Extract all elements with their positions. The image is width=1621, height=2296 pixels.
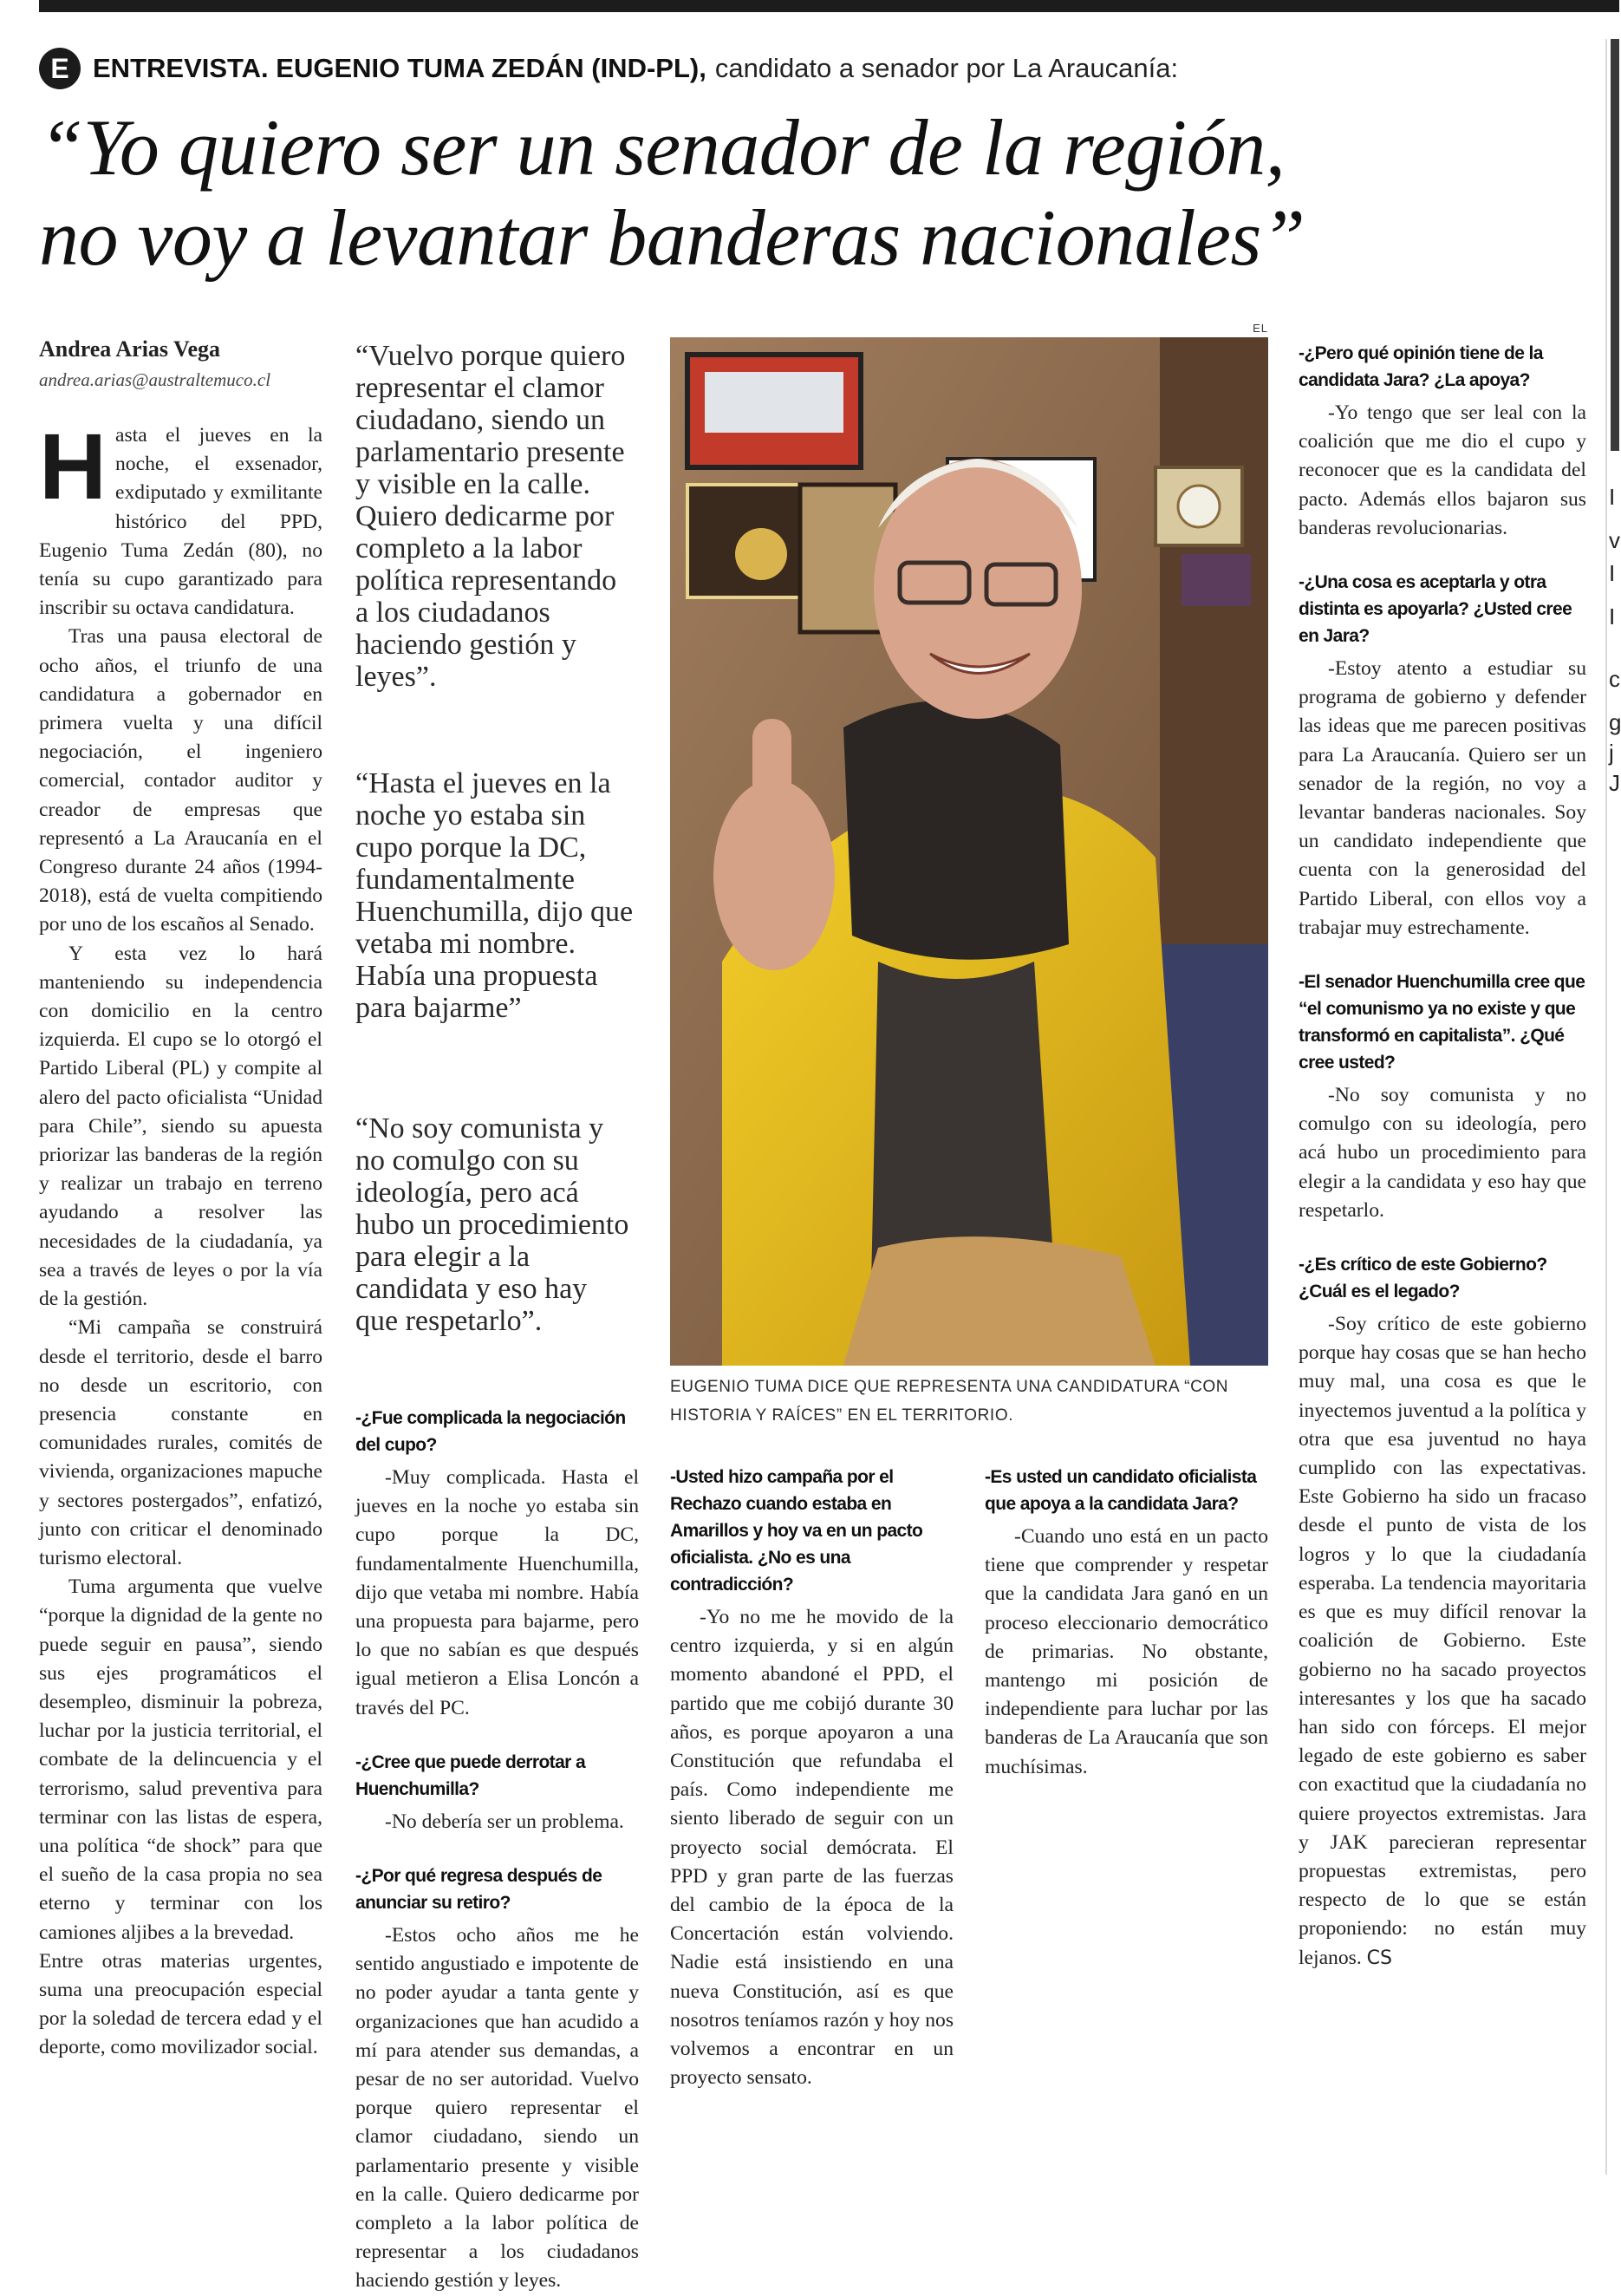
adjacent-text-fragment: v xyxy=(1609,527,1620,553)
headline-line-1: “Yo quiero ser un senador de la región, xyxy=(39,103,1286,192)
author-email: andrea.arias@australtemuco.cl xyxy=(39,369,271,390)
question: -¿Pero qué opinión tiene de la candidata Jara? ¿La apoya? xyxy=(1299,343,1543,390)
question: -El senador Huenchumilla cree que “el comunismo ya no existe y que transformó en capitalista”. ¿Qué cree usted? xyxy=(1299,972,1585,1073)
photo-credit: EL xyxy=(1253,322,1268,335)
answer: -Muy complicada. Hasta el jueves en la noche yo estaba sin cupo porque la DC, fundamentalmente Huenchumilla, dijo que vetaba mi nombre. Había una propuesta para bajarme, pero lo que no sabían es que después igual metieron a Elisa Loncón a través del PC. xyxy=(355,1466,639,1719)
lead-paragraph: Hasta el jueves en la noche, el exsenador, exdiputado y exmilitante histórico del PPD, Eugenio Tuma Zedán (80), no tenía su cupo garantizado para inscribir su octava candidatura. xyxy=(39,414,322,620)
adjacent-text-fragment: c xyxy=(1609,666,1620,692)
body-paragraph: Y esta vez lo hará manteniendo su independencia con domicilio en la centro izquierda. El cupo se lo otorgó el Partido Liberal (PL) y compite al alero del pacto oficialista “Unidad para Chile”, siendo su apuesta priorizar las banderas de la región y realizar un trabajo en terreno ayudando a resolver las necesidades de la ciudadanía, ya sea a través de leyes o por la vía de la gestión. xyxy=(39,942,322,1311)
body-columns-3-4 xyxy=(670,1464,1268,2170)
pull-quote-2: “Hasta el jueves en la noche yo estaba sin cupo porque la DC, fundamentalmente Huenchumilla, dijo que vetaba mi nombre. Había una propuesta para bajarme” xyxy=(355,767,634,1024)
headline-line-2: no voy a levantar banderas nacionales” xyxy=(39,193,1305,282)
adjacent-text-fragment: I xyxy=(1609,560,1616,586)
answer: -Cuando uno está en un pacto tiene que comprender y respetar que la candidata Jara ganó en un proceso eleccionario democrático de primarias. No obstante, mantengo mi posición de independiente para luchar por las banderas de La Araucanía que son muchísimas. xyxy=(985,1525,1268,1778)
adjacent-text-fragment: I xyxy=(1609,603,1616,629)
answer: -No soy comunista y no comulgo con su ideología, pero acá hubo un procedimiento para elegir a la candidata y eso hay que respetarlo. xyxy=(1299,1084,1586,1222)
kicker-regular: candidato a senador por La Araucanía: xyxy=(714,53,1179,83)
adjacent-text-fragment: g xyxy=(1609,709,1621,735)
end-mark: CS xyxy=(1366,1947,1392,1969)
body-column-2 xyxy=(355,1405,639,2296)
question: -¿Fue complicada la negociación del cupo? xyxy=(355,1408,626,1455)
question: -Es usted un candidato oficialista que apoya a la candidata Jara? xyxy=(985,1467,1257,1514)
adjacent-text-fragment: I xyxy=(1609,484,1616,510)
adjacent-text-fragment: J xyxy=(1609,770,1620,796)
body-paragraph: Entre otras materias urgentes, suma una preocupación especial por la soledad de tercera edad y el deporte, como movilizador social. xyxy=(39,1949,322,2059)
drop-cap: H xyxy=(39,414,107,519)
question: -¿Es crítico de este Gobierno? ¿Cuál es el legado? xyxy=(1299,1255,1547,1302)
body-paragraph: “Mi campaña se construirá desde el territorio, desde el barro no desde un escritorio, con presencia constante en comunidades rurales, comités de vivienda, organizaciones mapuche y sectores postergados”, enfatizó, junto con criticar el denominado turismo electoral. xyxy=(39,1316,322,1569)
answer: -Estoy atento a estudiar su programa de gobierno y defender las ideas que me parecen positivas para La Araucanía. Quiero ser un senador de la región, no voy a levantar banderas nacionales. Soy un candidato independiente que cuenta con la generosidad del Partido Liberal, con ellos voy a trabajar muy estrechamente. xyxy=(1299,657,1586,939)
author-name: Andrea Arias Vega xyxy=(39,336,220,362)
question: -Usted hizo campaña por el Rechazo cuando estaba en Amarillos y hoy va en un pacto oficialista. ¿No es una contradicción? xyxy=(670,1467,923,1595)
answer: -Soy crítico de este gobierno porque hay cosas que se han hecho muy mal, una cosa es que le inyectemos juventud a la política y otra que esa juventud no haya cumplido con las expectativas. Este Gobierno ha sido un fracaso desde el punto de vista de los logros y lo que la ciudadanía esperaba. La tendencia mayoritaria es que es muy difícil renovar la coalición de Gobierno. Este gobierno no ha sacado proyectos interesantes y los que ha sacado han sido con fórceps. El mejor legado de este gobierno es saber con exactitud que la ciudadanía no quiere proyectos extremistas. Jara y JAK parecieran representar propuestas extremistas, pero respecto de lo que se están proponiendo: no están muy lejanos. CS xyxy=(1299,1313,1586,1969)
question: -¿Una cosa es aceptarla y otra distinta es apoyarla? ¿Usted cree en Jara? xyxy=(1299,572,1572,647)
answer: -Yo tengo que ser leal con la coalición que me dio el cupo y reconocer que es la candidata del pacto. Además ellos bajaron sus banderas revolucionarias. xyxy=(1299,401,1586,539)
body-paragraph: Tras una pausa electoral de ocho años, el triunfo de una candidatura a gobernador en primera vuelta y una difícil negociación, el ingeniero comercial, contador auditor y creador de empresas que representó a La Araucanía en el Congreso durante 24 años (1994-2018), está de vuelta compitiendo por uno de los escaños al Senado. xyxy=(39,625,322,936)
pull-quote-1: “Vuelvo porque quiero representar el clamor ciudadano, siendo un parlamentario presente y visible en la calle. Quiero dedicarme por completo a la labor política representando a los ciudadanos haciendo gestión y leyes”. xyxy=(355,340,626,693)
body-column-1 xyxy=(39,414,322,2063)
kicker-bold: ENTREVISTA. EUGENIO TUMA ZEDÁN (IND-PL), xyxy=(93,53,706,83)
answer: -Estos ocho años me he sentido angustiado e impotente de no poder ayudar a tanta gente y organizaciones que han acudido a mí para atender sus demandas, a pesar de no ser autoridad. Vuelvo porque quiero representar el clamor ciudadano, siendo un parlamentario presente y visible en la calle. Quiero dedicarme por completo a la labor política de representar a los ciudadanos haciendo gestión y leyes. xyxy=(355,1924,639,2293)
portrait-illustration xyxy=(670,337,1268,1366)
body-column-5 xyxy=(1299,340,1586,1973)
headline xyxy=(39,102,1599,283)
answer: -No debería ser un problema. xyxy=(385,1810,624,1833)
article-photo xyxy=(670,337,1268,1366)
body-paragraph: Tuma argumenta que vuelve “porque la dignidad de la gente no puede seguir en pausa”, siendo sus ejes programáticos el desempleo, disminuir la pobreza, luchar por la justicia territorial, el combate de la delincuencia y el terrorismo, salud preventiva para terminar con las listas de espera, una política “de shock” para que el sueño de la casa propia no sea eterno y terminar con los camiones aljibes a la brevedad. xyxy=(39,1575,322,1944)
adjacent-text-fragment: j xyxy=(1609,740,1614,766)
adjacent-page-photo xyxy=(1611,39,1619,451)
pull-quote-3: “No soy comunista y no comulgo con su ideología, pero acá hubo un procedimiento para elegir a la candidata y eso hay que respetarlo”. xyxy=(355,1112,629,1337)
section-badge: E xyxy=(39,48,81,89)
photo-caption: EUGENIO TUMA DICE QUE REPRESENTA UNA CANDIDATURA “CON HISTORIA Y RAÍCES” EN EL TERRITORIO. xyxy=(670,1378,1229,1425)
answer: -Yo no me he movido de la centro izquierda, y si en algún momento abandoné el PPD, el partido que me cobijó durante 30 años, es porque apoyaron a una Constitución que refundaba el país. Como independiente me siento liberado de seguir con un proyecto social demócrata. El PPD y gran parte de las fuerzas del cambio de la época de la Concertación están volviendo. Nadie está insistiendo en una nueva Constitución, así es que nosotros teníamos razón y hoy nos volvemos a encontrar en un proyecto sensato. xyxy=(670,1606,954,2090)
question: -¿Por qué regresa después de anunciar su retiro? xyxy=(355,1866,602,1914)
section-kicker xyxy=(39,45,1599,92)
question: -¿Cree que puede derrotar a Huenchumilla? xyxy=(355,1751,586,1799)
byline xyxy=(39,336,334,391)
top-rule xyxy=(39,0,1619,12)
